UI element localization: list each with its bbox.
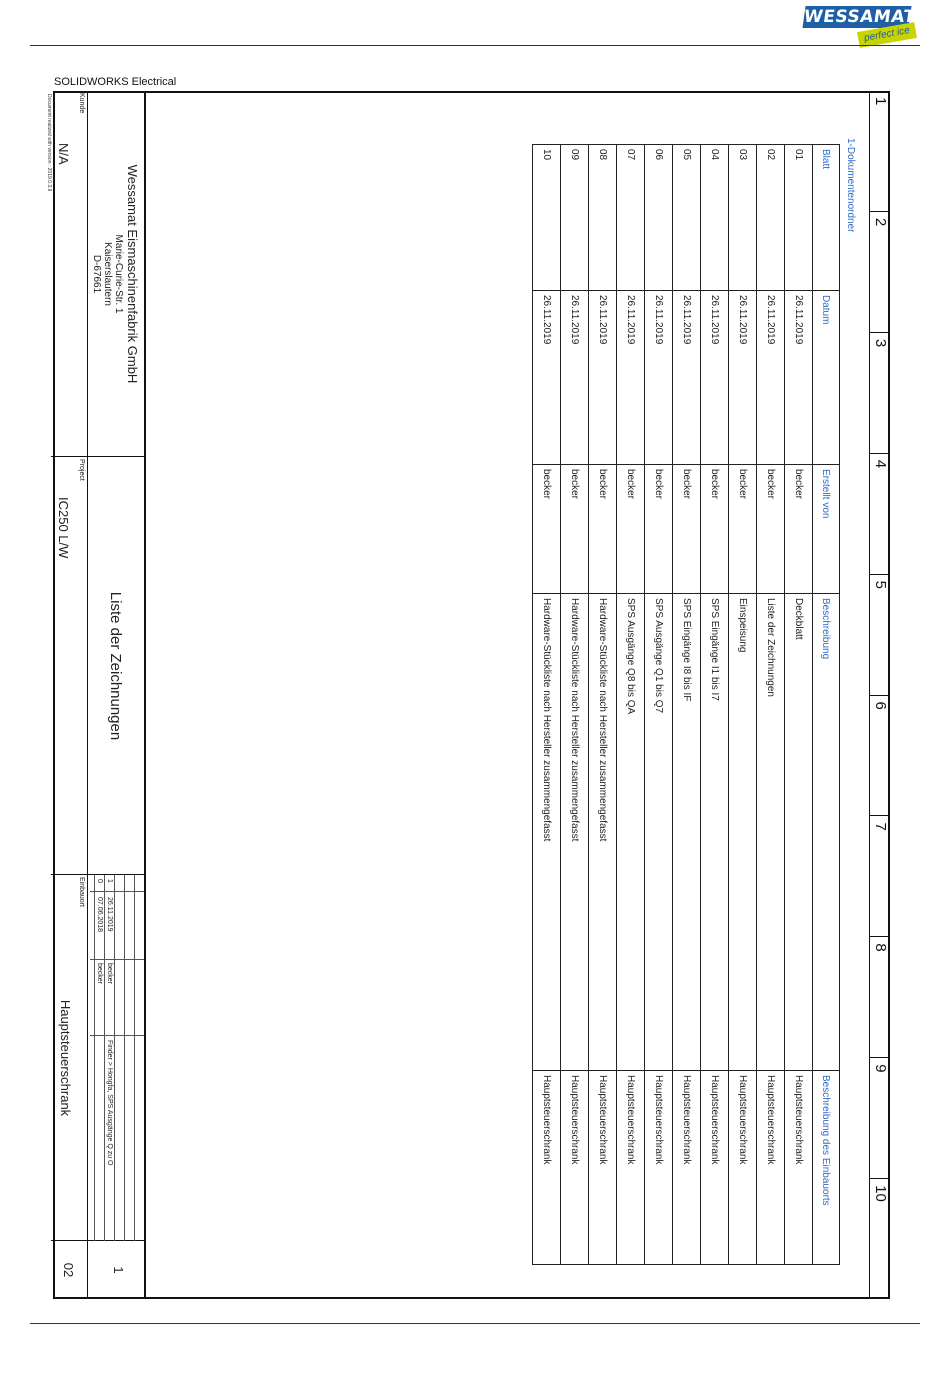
document-version-note: Document realized with version : 2019.0.3.9	[46, 94, 52, 192]
company-street: Marie-Curie-Str. 1	[113, 234, 124, 314]
revision-divider	[90, 959, 144, 960]
cell-blatt: 04	[701, 145, 729, 291]
revision-author: becker	[96, 963, 103, 985]
logo	[804, 6, 916, 46]
kunde-value: N/A	[56, 143, 71, 165]
cell-beschreibung: Deckblatt	[785, 594, 813, 1071]
cell-einbauort: Hauptsteuerschrank	[533, 1071, 561, 1265]
drawing-sheet	[53, 91, 890, 1299]
cell-datum: 26.11.2019	[757, 291, 785, 465]
revision-cell	[51, 875, 144, 1241]
zone-strip	[869, 91, 890, 1299]
software-label: SOLIDWORKS Electrical	[54, 76, 177, 88]
cell-beschreibung: Liste der Zeichnungen	[757, 594, 785, 1071]
table-row	[785, 145, 813, 1265]
cell-datum: 26.11.2019	[701, 291, 729, 465]
cell-datum: 26.11.2019	[589, 291, 617, 465]
revision-table	[90, 875, 144, 1241]
project-label: Project	[78, 459, 85, 481]
logo-tagline: perfect ice	[857, 22, 917, 48]
page-number: 02	[50, 1241, 88, 1299]
col-header-datum: Datum	[813, 291, 840, 465]
revision-number: 0	[96, 879, 103, 883]
col-header-blatt: Blatt	[813, 145, 840, 291]
cell-beschreibung: SPS Ausgänge Q8 bis QA	[617, 594, 645, 1071]
cell-beschreibung: Hardware-Stückliste nach Hersteller zusammengefasst	[561, 594, 589, 1071]
table-row	[645, 145, 673, 1265]
cell-blatt: 06	[645, 145, 673, 291]
zone-marker: 3	[870, 333, 890, 454]
header-rule	[30, 45, 920, 46]
cell-blatt: 03	[729, 145, 757, 291]
einbauort-row	[50, 875, 88, 1241]
cell-erstellt: becker	[785, 465, 813, 594]
cell-erstellt: becker	[673, 465, 701, 594]
kunde-label: Kunde	[78, 93, 85, 114]
cell-beschreibung: Einspeisung	[729, 594, 757, 1071]
table-row	[533, 145, 561, 1265]
table-row	[589, 145, 617, 1265]
cell-einbauort: Hauptsteuerschrank	[785, 1071, 813, 1265]
einbauort-label: Einbauort	[78, 877, 85, 907]
cell-einbauort: Hauptsteuerschrank	[617, 1071, 645, 1265]
company-name: Wessamat Eismaschinenfabrik GmbH	[125, 164, 140, 384]
table-row	[729, 145, 757, 1265]
cell-einbauort: Hauptsteuerschrank	[673, 1071, 701, 1265]
revision-number: 1	[106, 879, 113, 883]
kunde-row	[50, 91, 88, 457]
cell-beschreibung: Hardware-Stückliste nach Hersteller zusammengefasst	[589, 594, 617, 1071]
cell-beschreibung: Hardware-Stückliste nach Hersteller zusammengefasst	[533, 594, 561, 1071]
cell-datum: 26.11.2019	[645, 291, 673, 465]
logo-brand: WESSAMAT	[802, 7, 918, 27]
revision-date: 07.06.2018	[96, 897, 103, 933]
cell-blatt: 09	[561, 145, 589, 291]
zone-marker: 9	[870, 1058, 890, 1179]
title-block	[51, 91, 146, 1299]
zone-marker: 1	[870, 91, 890, 212]
drawing-list-table	[532, 144, 840, 1265]
zone-marker: 5	[870, 575, 890, 696]
cell-einbauort: Hauptsteuerschrank	[561, 1071, 589, 1265]
table-header-row	[813, 145, 840, 1265]
cell-einbauort: Hauptsteuerschrank	[701, 1071, 729, 1265]
col-header-beschreibung: Beschreibung	[813, 594, 840, 1071]
zone-marker: 6	[870, 696, 890, 817]
cell-beschreibung: SPS Eingänge I8 bis IF	[673, 594, 701, 1071]
table-row	[561, 145, 589, 1265]
table-row	[673, 145, 701, 1265]
cell-datum: 26.11.2019	[561, 291, 589, 465]
cell-datum: 26.11.2019	[533, 291, 561, 465]
sheet-version: 1	[111, 1266, 126, 1274]
revision-row-empty-2	[124, 875, 134, 1241]
cell-einbauort: Hauptsteuerschrank	[729, 1071, 757, 1265]
company-zip: D-67661	[91, 254, 102, 294]
project-value: IC250 L/W	[56, 497, 71, 559]
cell-datum: 26.11.2019	[673, 291, 701, 465]
cell-blatt: 10	[533, 145, 561, 291]
cell-blatt: 07	[617, 145, 645, 291]
revision-author: becker	[106, 963, 113, 985]
cell-einbauort: Hauptsteuerschrank	[645, 1071, 673, 1265]
revision-divider	[90, 1035, 144, 1036]
cell-datum: 26.11.2019	[729, 291, 757, 465]
zone-marker: 7	[870, 816, 890, 937]
cell-einbauort: Hauptsteuerschrank	[589, 1071, 617, 1265]
company-cell	[51, 91, 144, 457]
project-row	[50, 457, 88, 875]
cell-erstellt: becker	[729, 465, 757, 594]
cell-datum: 26.11.2019	[785, 291, 813, 465]
table-row	[701, 145, 729, 1265]
cell-blatt: 01	[785, 145, 813, 291]
drawing-title: Liste der Zeichnungen	[107, 591, 124, 741]
folder-label: 1-Dokumentenordner	[845, 138, 856, 233]
col-header-erstellt: Erstellt von	[813, 465, 840, 594]
zone-marker: 10	[872, 1185, 889, 1202]
cell-blatt: 05	[673, 145, 701, 291]
cell-erstellt: becker	[701, 465, 729, 594]
footer-rule	[30, 1323, 920, 1324]
revision-row-1	[104, 875, 114, 1241]
cell-erstellt: becker	[757, 465, 785, 594]
cell-erstellt: becker	[645, 465, 673, 594]
zone-marker: 2	[870, 212, 890, 333]
cell-einbauort: Hauptsteuerschrank	[757, 1071, 785, 1265]
table-row	[617, 145, 645, 1265]
cell-beschreibung: SPS Eingänge I1 bis I7	[701, 594, 729, 1071]
sheet-cell	[51, 1241, 144, 1299]
company-city: Kaiserslautern	[102, 242, 113, 306]
title-cell	[51, 457, 144, 875]
cell-erstellt: becker	[533, 465, 561, 594]
revision-row-empty-1	[134, 875, 144, 1241]
revision-row-empty-3	[114, 875, 124, 1241]
revision-description: Finder > Hongfa, SPS Ausgänge Q zu O	[106, 1040, 113, 1166]
cell-erstellt: becker	[561, 465, 589, 594]
zone-marker: 8	[870, 937, 890, 1058]
company-address	[91, 91, 124, 457]
table-row	[757, 145, 785, 1265]
cell-erstellt: becker	[617, 465, 645, 594]
col-header-einbauort: Beschreibung des Einbauorts	[813, 1071, 840, 1265]
cell-datum: 26.11.2019	[617, 291, 645, 465]
revision-date: 26.11.2019	[106, 897, 113, 932]
cell-beschreibung: SPS Ausgänge Q1 bis Q7	[645, 594, 673, 1071]
einbauort-value: Hauptsteuerschrank	[58, 999, 73, 1117]
cell-blatt: 02	[757, 145, 785, 291]
cell-erstellt: becker	[589, 465, 617, 594]
revision-row-0	[94, 875, 104, 1241]
zone-marker: 4	[870, 454, 890, 575]
revision-divider	[90, 891, 144, 892]
cell-blatt: 08	[589, 145, 617, 291]
